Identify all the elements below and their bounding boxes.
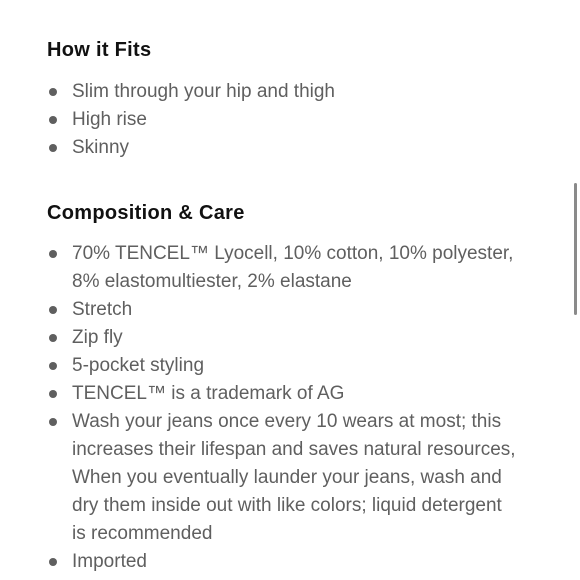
list-item [47,134,517,162]
list-item-text: High rise [72,109,147,130]
how-it-fits-list [47,78,517,162]
list-item-text: Slim through your hip and thigh [72,81,335,102]
composition-care-heading: Composition & Care [47,202,245,224]
how-it-fits-heading: How it Fits [47,39,152,61]
list-item [47,548,517,576]
list-item [47,296,517,324]
scrollbar-thumb[interactable] [574,183,577,315]
list-item [47,380,517,408]
bullet-icon [49,418,57,426]
bullet-icon [49,250,57,258]
list-item [47,408,517,548]
composition-care-list [47,240,517,576]
list-item-text: Zip fly [72,327,123,348]
list-item-text: Skinny [72,137,130,158]
list-item [47,240,517,296]
bullet-icon [49,362,57,370]
list-item-text: Stretch [72,299,133,320]
bullet-icon [49,558,57,566]
list-item [47,352,517,380]
list-item-text: TENCEL™ is a trademark of AG [72,383,345,404]
list-item [47,106,517,134]
list-item-text: Imported [72,551,147,572]
list-item [47,78,517,106]
list-item-text: 70% TENCEL™ Lyocell, 10% cotton, 10% polyester, 8% elastomultiester, 2% elastane [72,243,514,292]
list-item-text: Wash your jeans once every 10 wears at most; this increases their lifespan and saves natural resources, When you eventually launder your jeans, wash and dry them inside out with like colors; liquid detergent is recommended [72,411,516,544]
bullet-icon [49,334,57,342]
bullet-icon [49,88,57,96]
list-item [47,324,517,352]
bullet-icon [49,306,57,314]
list-item-text: 5-pocket styling [72,355,205,376]
bullet-icon [49,390,57,398]
bullet-icon [49,116,57,124]
bullet-icon [49,144,57,152]
